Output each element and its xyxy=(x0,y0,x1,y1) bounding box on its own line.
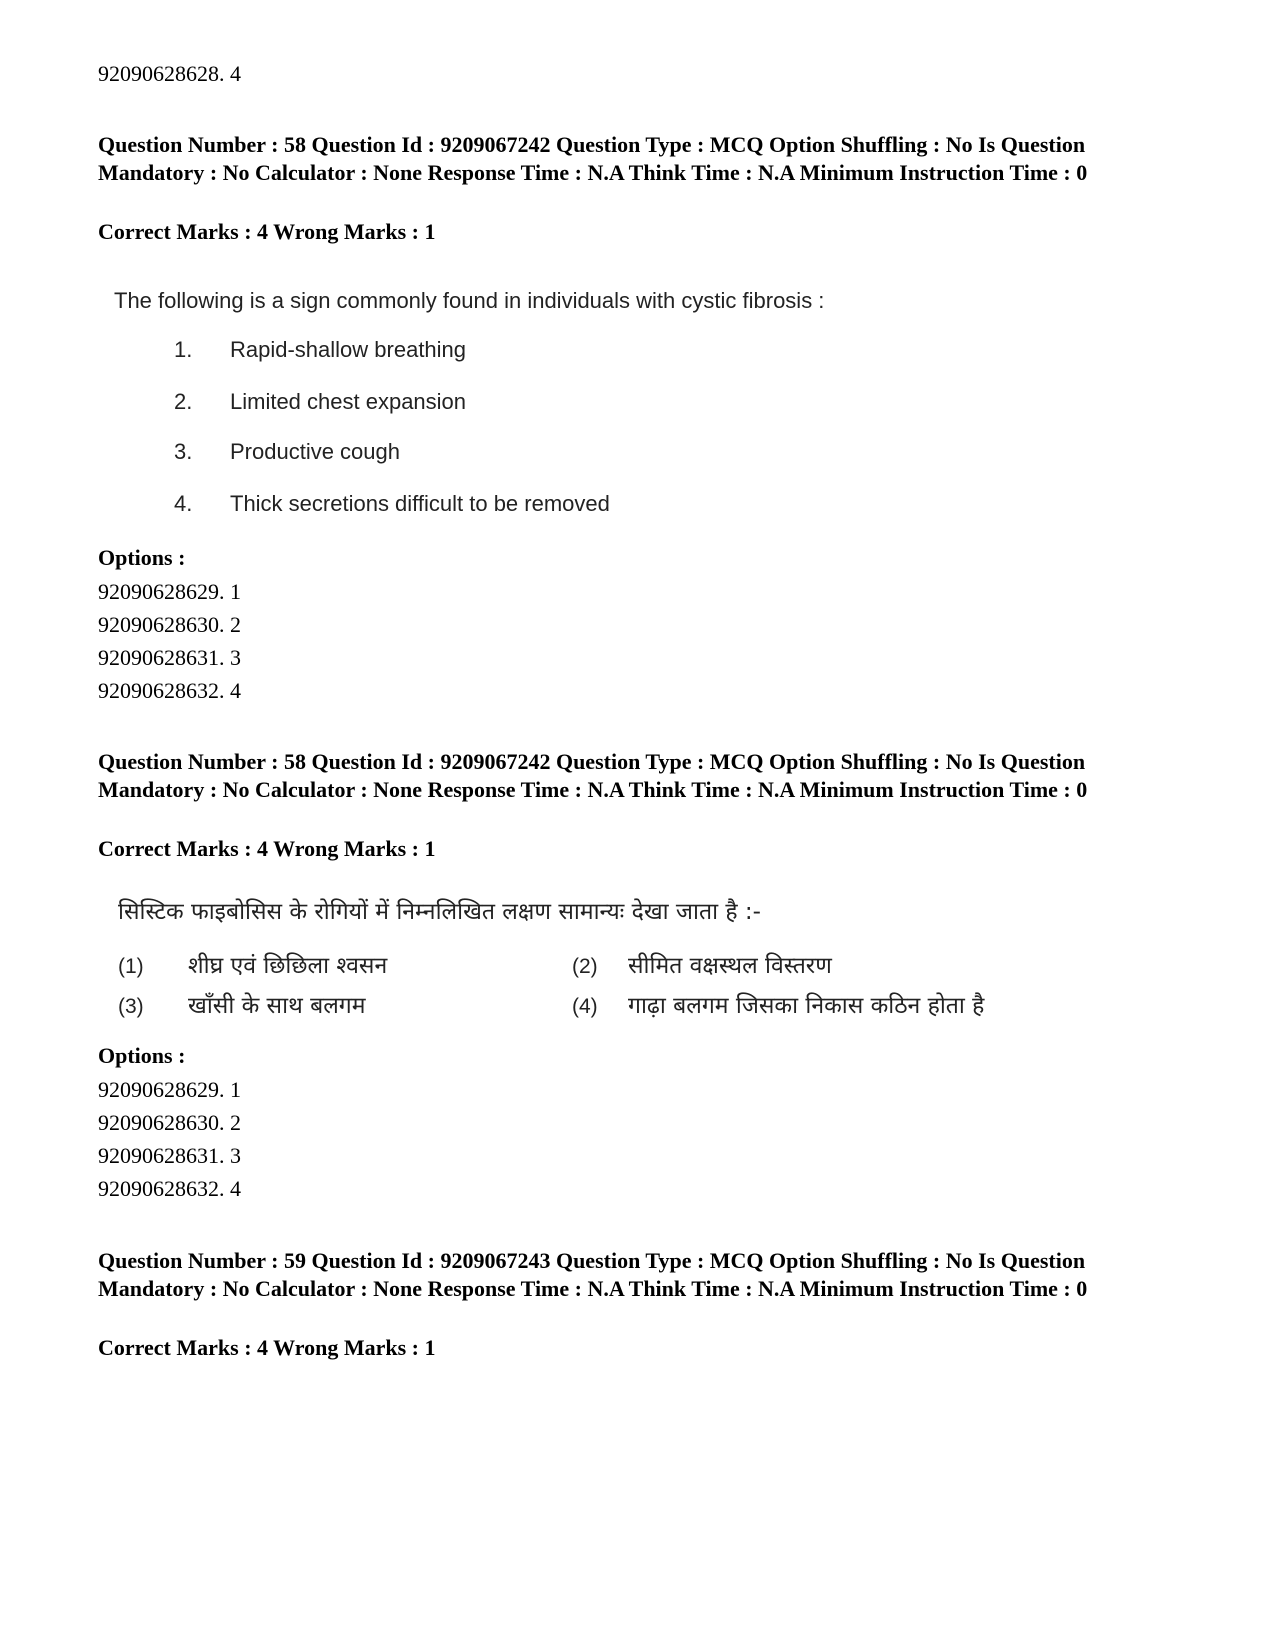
option-item: 92090628630. 2 xyxy=(98,1110,241,1135)
choice-text: शीघ्र एवं छिछिला श्वसन xyxy=(188,953,388,979)
choice-number: 3. xyxy=(174,439,193,464)
choice-number: (4) xyxy=(572,995,598,1018)
choice-number: 1. xyxy=(174,337,193,362)
choice-text: Rapid-shallow breathing xyxy=(230,337,467,362)
option-item: 92090628629. 1 xyxy=(98,579,241,604)
choice-number: (3) xyxy=(118,995,144,1018)
question-meta: Question Number : 59 Question Id : 9209067243 Question Type : MCQ Option Shuffling : No Is Question Mandatory : No Calculator : None Response Time : N.A Think Time : N.A Minimum Instruction Time : 0 xyxy=(98,1248,1088,1301)
option-item: 92090628629. 1 xyxy=(98,1077,241,1102)
choice-item xyxy=(174,439,400,469)
choice-text: Productive cough xyxy=(230,439,400,464)
question-marks: Correct Marks : 4 Wrong Marks : 1 xyxy=(98,1335,436,1360)
options-label: Options : xyxy=(98,545,186,570)
choice-item xyxy=(118,948,387,980)
option-item: 92090628631. 3 xyxy=(98,1143,241,1168)
option-item: 92090628630. 2 xyxy=(98,612,241,637)
choice-item xyxy=(174,389,466,419)
choice-number: (1) xyxy=(118,955,144,978)
options-label: Options : xyxy=(98,1043,186,1068)
choice-text: Thick secretions difficult to be removed xyxy=(230,491,610,516)
choice-item xyxy=(174,491,610,521)
question-stem: The following is a sign commonly found in individuals with cystic fibrosis : xyxy=(114,288,825,313)
choice-text: गाढ़ा बलगम जिसका निकास कठिन होता है xyxy=(628,993,985,1019)
question-meta: Question Number : 58 Question Id : 9209067242 Question Type : MCQ Option Shuffling : No Is Question Mandatory : No Calculator : None Response Time : N.A Think Time : N.A Minimum Instruction Time : 0 xyxy=(98,749,1088,802)
option-item: 92090628632. 4 xyxy=(98,1176,241,1201)
choice-text: सीमित वक्षस्थल विस्तरण xyxy=(628,953,832,979)
choice-text: Limited chest expansion xyxy=(230,389,467,414)
option-item: 92090628632. 4 xyxy=(98,678,241,703)
choice-item xyxy=(572,988,984,1020)
question-meta: Question Number : 58 Question Id : 9209067242 Question Type : MCQ Option Shuffling : No Is Question Mandatory : No Calculator : None Response Time : N.A Think Time : N.A Minimum Instruction Time : 0 xyxy=(98,132,1088,185)
choice-item xyxy=(572,948,832,980)
option-item: 92090628631. 3 xyxy=(98,645,241,670)
choice-text: खाँसी के साथ बलगम xyxy=(188,993,366,1019)
choice-item xyxy=(174,337,466,367)
choice-number: (2) xyxy=(572,955,598,978)
previous-question-option: 92090628628. 4 xyxy=(98,61,241,86)
choice-number: 2. xyxy=(174,389,193,414)
choice-number: 4. xyxy=(174,491,193,516)
choice-item xyxy=(118,988,366,1020)
question-marks: Correct Marks : 4 Wrong Marks : 1 xyxy=(98,836,436,861)
options-list xyxy=(98,1076,241,1208)
question-marks: Correct Marks : 4 Wrong Marks : 1 xyxy=(98,219,436,244)
options-list xyxy=(98,578,241,710)
question-stem: सिस्टिक फाइबोसिस के रोगियों में निम्नलिखित लक्षण सामान्यः देखा जाता है :- xyxy=(118,899,761,925)
